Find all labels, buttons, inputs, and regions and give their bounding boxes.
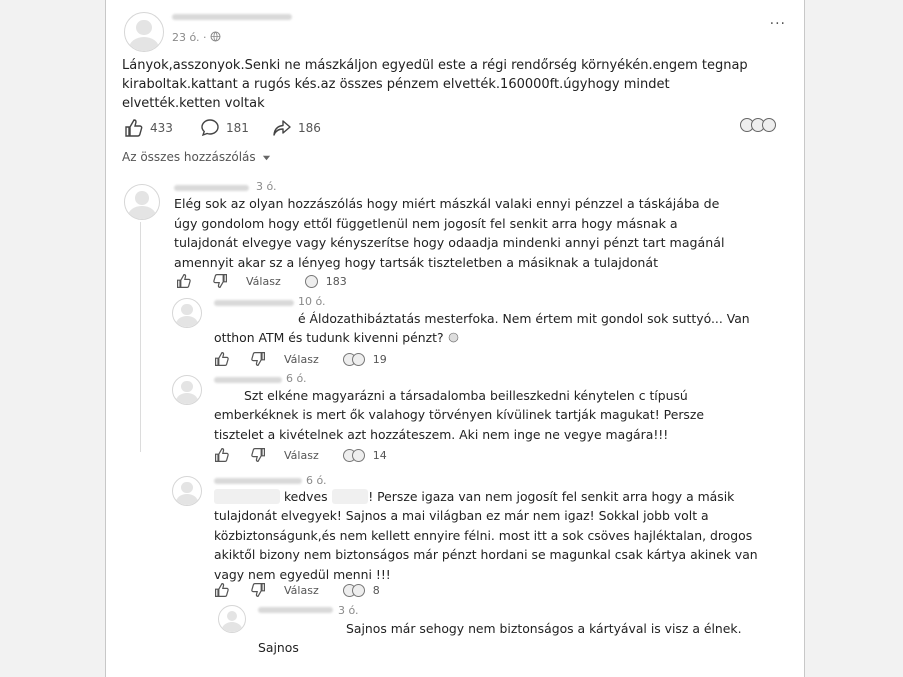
reply-text: é Áldozathibáztatás mesterfoka. Nem értem mit gondol sok suttyó... Van otthon ATM és tudunk kivenni pénzt? [214, 311, 750, 346]
reply-author-avatar[interactable] [172, 476, 202, 506]
reply-time[interactable]: 3 ó. [338, 604, 359, 617]
reply-author-name-redacted [258, 607, 333, 613]
reply-text: Szt elkéne magyarázni a társadalomba beilleszkedni kénytelen c típusú emberkéknek is mert ők valahogy törvényen kívülinek tartják magukat! Persze tisztelet a kivételnek azt hozzáteszem. Aki nem inge ne vegye magára!!! [214, 388, 704, 442]
comment-reaction-count: 183 [325, 274, 347, 288]
reply-actions [214, 447, 387, 463]
post-share-count: 186 [298, 121, 321, 135]
like-button-icon[interactable] [214, 582, 230, 598]
reply-actions [214, 582, 380, 598]
comment-author-avatar[interactable] [124, 184, 160, 220]
post-comment-count: 181 [226, 121, 249, 135]
post-time[interactable]: 23 ó. · [172, 31, 207, 44]
emoji-icon [448, 332, 459, 343]
facebook-post-page [105, 0, 805, 677]
care-reaction-icon [762, 118, 776, 132]
comment-actions [176, 273, 347, 289]
comment-author-name-redacted [174, 185, 249, 191]
reply-time[interactable]: 10 ó. [298, 295, 326, 308]
post-like-count: 433 [150, 121, 173, 135]
reply-button[interactable]: Válasz [284, 583, 319, 597]
share-arrow-icon [272, 118, 292, 138]
like-button-icon[interactable] [176, 273, 192, 289]
dislike-button-icon[interactable] [250, 351, 266, 367]
dislike-button-icon[interactable] [250, 582, 266, 598]
redacted-name [332, 489, 369, 504]
reply-reaction-icons[interactable] [343, 353, 361, 366]
reply-actions [214, 351, 387, 367]
reply-author-avatar[interactable] [218, 605, 246, 633]
comment-time[interactable]: 3 ó. [256, 180, 277, 193]
reply-reaction-count: 19 [372, 352, 387, 366]
reply-author-avatar[interactable] [172, 298, 202, 328]
post-like-button[interactable] [124, 118, 173, 138]
post-author-avatar[interactable] [124, 12, 164, 52]
comment-reaction-icons[interactable] [305, 275, 314, 288]
thumbs-up-icon [124, 118, 144, 138]
post-more-options-button[interactable]: ··· [769, 16, 786, 32]
thread-connector [140, 222, 141, 452]
comment-filter-label: Az összes hozzászólás [122, 150, 256, 164]
post-author-name-redacted [172, 14, 292, 20]
dislike-button-icon[interactable] [250, 447, 266, 463]
reply-reaction-count: 8 [372, 583, 380, 597]
reply-author-name-redacted [214, 478, 302, 484]
redacted-name [214, 489, 280, 504]
post-reaction-emojis[interactable] [743, 118, 776, 132]
reply-author-name-redacted [214, 300, 294, 306]
comment-filter-dropdown[interactable] [122, 150, 271, 164]
reply-reaction-icons[interactable] [343, 584, 361, 597]
like-button-icon[interactable] [214, 447, 230, 463]
comment-text: Elég sok az olyan hozzászólás hogy miért mászkál valaki ennyi pénzzel a táskájába de úgy gondolom hogy ettől függetlenül nem jogosít fel senkit arra hogy másnak a tulajdonát elvegye vagy kényszerítse hogy odaadja mindenki annyi pénzt tart magánál amennyit akar sz a lényeg hogy tartsák tiszteletben a másiknak a tulajdonát [174, 196, 725, 270]
post-text: Lányok,asszonyok.Senki ne mászkáljon egyedül este a régi rendőrség környékén.engem tegnap kiraboltak.kattant a rugós kés.az összes pénzem elvették.160000ft.úgyhogy mindet elvették.ketten voltak [122, 58, 748, 111]
reply-reaction-count: 14 [372, 448, 387, 462]
reply-text: kedves ! Persze igaza van nem jogosít fel senkit arra hogy a másik tulajdonát elvegyek! Sajnos a mai világban ez már nem igaz! Sokkal jobb volt a közbiztonságunk,és nem kellett ennyire félni. most itt a sok csöves hajléktalan, drogos akiktől bizony nem biztonságos már pénzt hordani se magunkal csak kártya akinek van vagy nem egyedül menni !!! [214, 489, 758, 582]
reply-reaction-icons[interactable] [343, 449, 361, 462]
post-comment-button[interactable] [200, 118, 249, 138]
globe-icon [210, 31, 221, 42]
comment-bubble-icon [200, 118, 220, 138]
caret-down-icon [262, 153, 271, 162]
reply-author-avatar[interactable] [172, 375, 202, 405]
post-share-button[interactable] [272, 118, 321, 138]
reply-text: Sajnos már sehogy nem biztonságos a kártyával is visz a élnek. Sajnos [258, 621, 742, 656]
reply-button[interactable]: Válasz [246, 274, 281, 288]
reply-button[interactable]: Válasz [284, 352, 319, 366]
dislike-button-icon[interactable] [212, 273, 228, 289]
reply-author-name-redacted [214, 377, 282, 383]
reply-button[interactable]: Válasz [284, 448, 319, 462]
post-meta [172, 31, 221, 44]
reply-time[interactable]: 6 ó. [286, 372, 307, 385]
like-button-icon[interactable] [214, 351, 230, 367]
reply-time[interactable]: 6 ó. [306, 474, 327, 487]
